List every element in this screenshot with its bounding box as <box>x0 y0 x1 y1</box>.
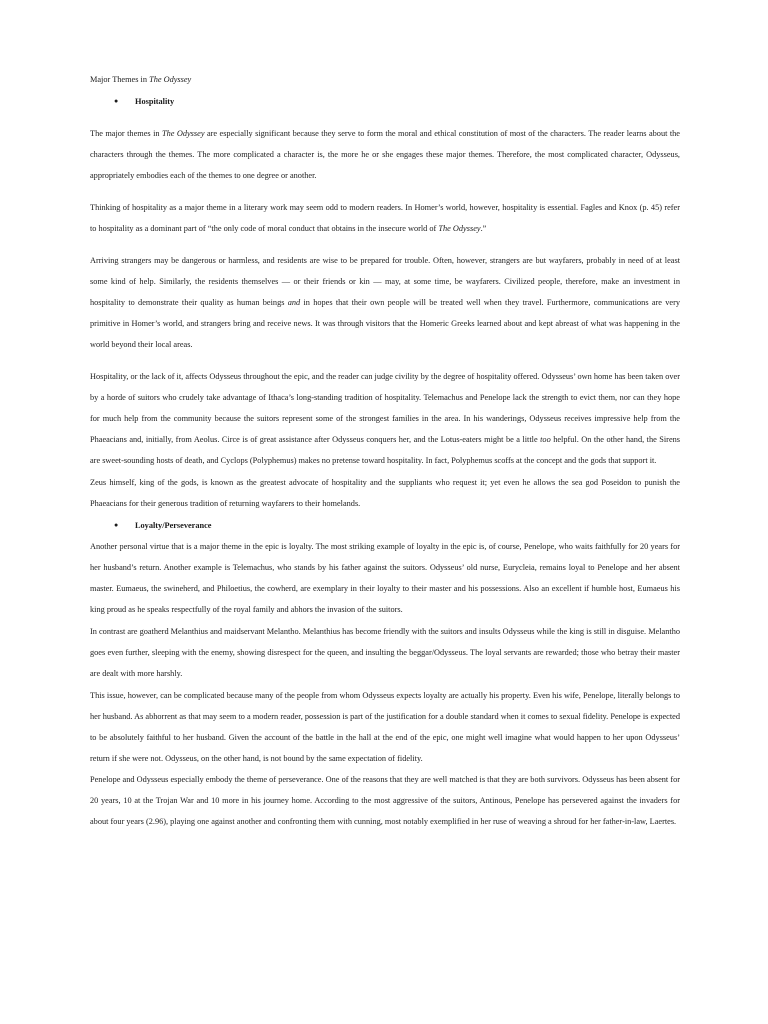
paragraph <box>90 366 680 471</box>
title-prefix: Major Themes in <box>90 75 150 84</box>
paragraph-text: in hopes that their own people will be treated well when they travel. Furthermore, communications are very primitive in Homer’s world, and strangers bring and receive news. It was through visitors that the Homeric Greeks learned about and kept abreast of what was happening in the world beyond their local areas. <box>90 298 680 349</box>
paragraph <box>90 197 680 239</box>
paragraph-text: Hospitality, or the lack of it, affects Odysseus throughout the epic, and the reader can judge civility by the degree of hospitality offered. Odysseus’ own home has been taken over by a horde of suitors who crudely take advantage of Ithaca’s long-standing tradition of hospitality. Telemachus and Penelope lack the strength to evict them, nor can they hope for much help from the community because the suitors represent some of the strongest families in the area. In his wanderings, Odysseus receives impressive help from the Phaeacians and, initially, from Aeolus. Circe is of great assistance after Odysseus conquers her, and the Lotus-eaters might be a little <box>90 372 680 444</box>
paragraph: Penelope and Odysseus especially embody the theme of perseverance. One of the reasons that they are well matched is that they are both survivors. Odysseus has been absent for 20 years, 10 at the Trojan War and 10 more in his journey home. According to the most aggressive of the suitors, Antinous, Penelope has persevered against the invaders for about four years (2.96), playing one against another and confronting them with cunning, most notably exemplified in her ruse of weaving a shroud for her father-in-law, Laertes. <box>90 775 680 826</box>
bullet-icon: ● <box>114 97 119 105</box>
paragraph-text: helpful. On the other hand, the Sirens are sweet-sounding hosts of death, and Cyclops (Polyphemus) makes no pretense toward hospitality. In fact, Polyphemus scoffs at the concept and the gods that support it. <box>90 435 681 465</box>
page-title <box>90 69 680 90</box>
section-heading-loyalty <box>90 515 680 536</box>
section-heading-hospitality <box>90 91 680 112</box>
paragraph-italic: too <box>540 435 551 444</box>
bullet-icon: ● <box>114 521 119 529</box>
paragraph-text: Arriving strangers may be dangerous or harmless, and residents are wise to be prepared for trouble. Often, however, strangers are but wayfarers, probably in need of at least some kind of help. Similarly, the residents themselves — or their friends or kin — may, at some time, be wayfarers. Civilized people, therefore, make an investment in hospitality to demonstrate their quality as human beings <box>90 256 680 307</box>
paragraph-italic: The Odyssey <box>438 224 481 233</box>
paragraph-italic: The Odyssey <box>161 129 205 138</box>
section-heading-label: Loyalty/Perseverance <box>135 521 212 530</box>
section-heading-label: Hospitality <box>135 97 175 106</box>
paragraph: This issue, however, can be complicated because many of the people from whom Odysseus expects loyalty are actually his property. Even his wife, Penelope, literally belongs to her husband. As abhorrent as that may seem to a modern reader, possession is part of the justification for a double standard when it comes to sexual fidelity. Penelope is expected to be absolutely faithful to her husband. Given the account of the battle in the hall at the end of the epic, one might well imagine what would happen to her upon Odysseus’ return if she were not. Odysseus, on the other hand, is not bound by the same expectation of fidelity. <box>90 691 680 763</box>
paragraph-text: .” <box>480 224 487 233</box>
paragraph <box>90 123 680 186</box>
paragraph <box>90 250 680 355</box>
paragraph: In contrast are goatherd Melanthius and maidservant Melantho. Melanthius has become friendly with the suitors and insults Odysseus while the king is still in disguise. Melantho goes even further, sleeping with the enemy, showing disrespect for the queen, and insulting the beggar/Odysseus. The loyal servants are rewarded; those who betray their master are dealt with more harshly. <box>90 627 680 678</box>
paragraph-italic: and <box>287 298 301 307</box>
paragraph: Zeus himself, king of the gods, is known as the greatest advocate of hospitality and the suppliants who request it; yet even he allows the sea god Poseidon to punish the Phaeacians for their generous tradition of returning wayfarers to their homelands. <box>90 478 680 508</box>
paragraph: Another personal virtue that is a major theme in the epic is loyalty. The most striking example of loyalty in the epic is, of course, Penelope, who waits faithfully for 20 years for her husband’s return. Another example is Telemachus, who stands by his father against the suitors. Odysseus’ old nurse, Eurycleia, remains loyal to Penelope and her absent master. Eumaeus, the swineherd, and Philoetius, the cowherd, are exemplary in their loyalty to their master and his possessions. Also an excellent if humble host, Eumaeus his king proud as he speaks respectfully of the royal family and abhors the invasion of the suitors. <box>90 542 680 614</box>
title-book: The Odyssey <box>149 75 192 84</box>
paragraph-text: The major themes in <box>90 129 162 138</box>
paragraph-text: Thinking of hospitality as a major theme in a literary work may seem odd to modern readers. In Homer’s world, however, hospitality is essential. Fagles and Knox (p. 45) refer to hospitality as a dominant part of “the only code of moral conduct that obtains in the insecure world of <box>90 203 680 233</box>
document-body <box>90 69 680 832</box>
paragraph-text: are especially significant because they serve to form the moral and ethical constitution of most of the characters. The reader learns about the characters through the themes. The more complicated a character is, the more he or she engages these major themes. Therefore, the most complicated character, Odysseus, appropriately embodies each of the themes to one degree or another. <box>90 129 680 180</box>
